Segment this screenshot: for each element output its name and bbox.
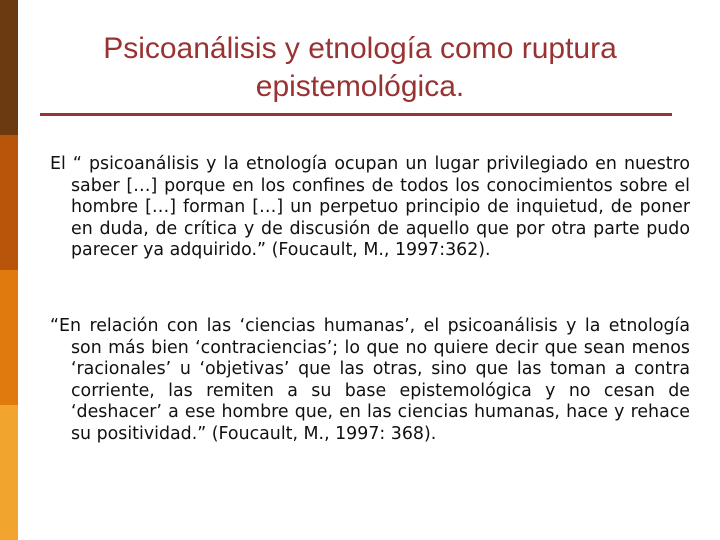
slide-title-line-1: Psicoanálisis y etnología como ruptura	[103, 32, 617, 65]
quote-paragraph-1: El “ psicoanálisis y la etnología ocupan un lugar privilegiado en nuestro saber […] porque en los confines de todos los conocimientos sobre el hombre […] forman […] un perpetuo principio de inquietud, de poner en duda, de crítica y de discusión de aquello que por otra parte pudo parecer ya adquirido.” (Foucault, M., 1997:362).	[50, 154, 690, 260]
title-underline	[40, 113, 672, 116]
slide-title-line-2: epistemológica.	[255, 70, 465, 103]
quote-paragraph-2: “En relación con las ‘ciencias humanas’, el psicoanálisis y la etnología son más bien ‘contraciencias’; lo que no quiere decir que sean menos ‘racionales’ u ‘objetivas’ que las otras, sino que las toman a contra corriente, las remiten a su base epistemológica y no cesan de ‘deshacer’ a ese hombre que, en las ciencias humanas, hace y rehace su positividad.” (Foucault, M., 1997: 368).	[50, 316, 690, 444]
sidebar-stripe-rust	[0, 135, 18, 270]
slide-title	[40, 30, 680, 106]
sidebar-stripe-dark-brown	[0, 0, 18, 135]
sidebar-stripe-amber	[0, 405, 18, 540]
sidebar-stripe-orange	[0, 270, 18, 405]
